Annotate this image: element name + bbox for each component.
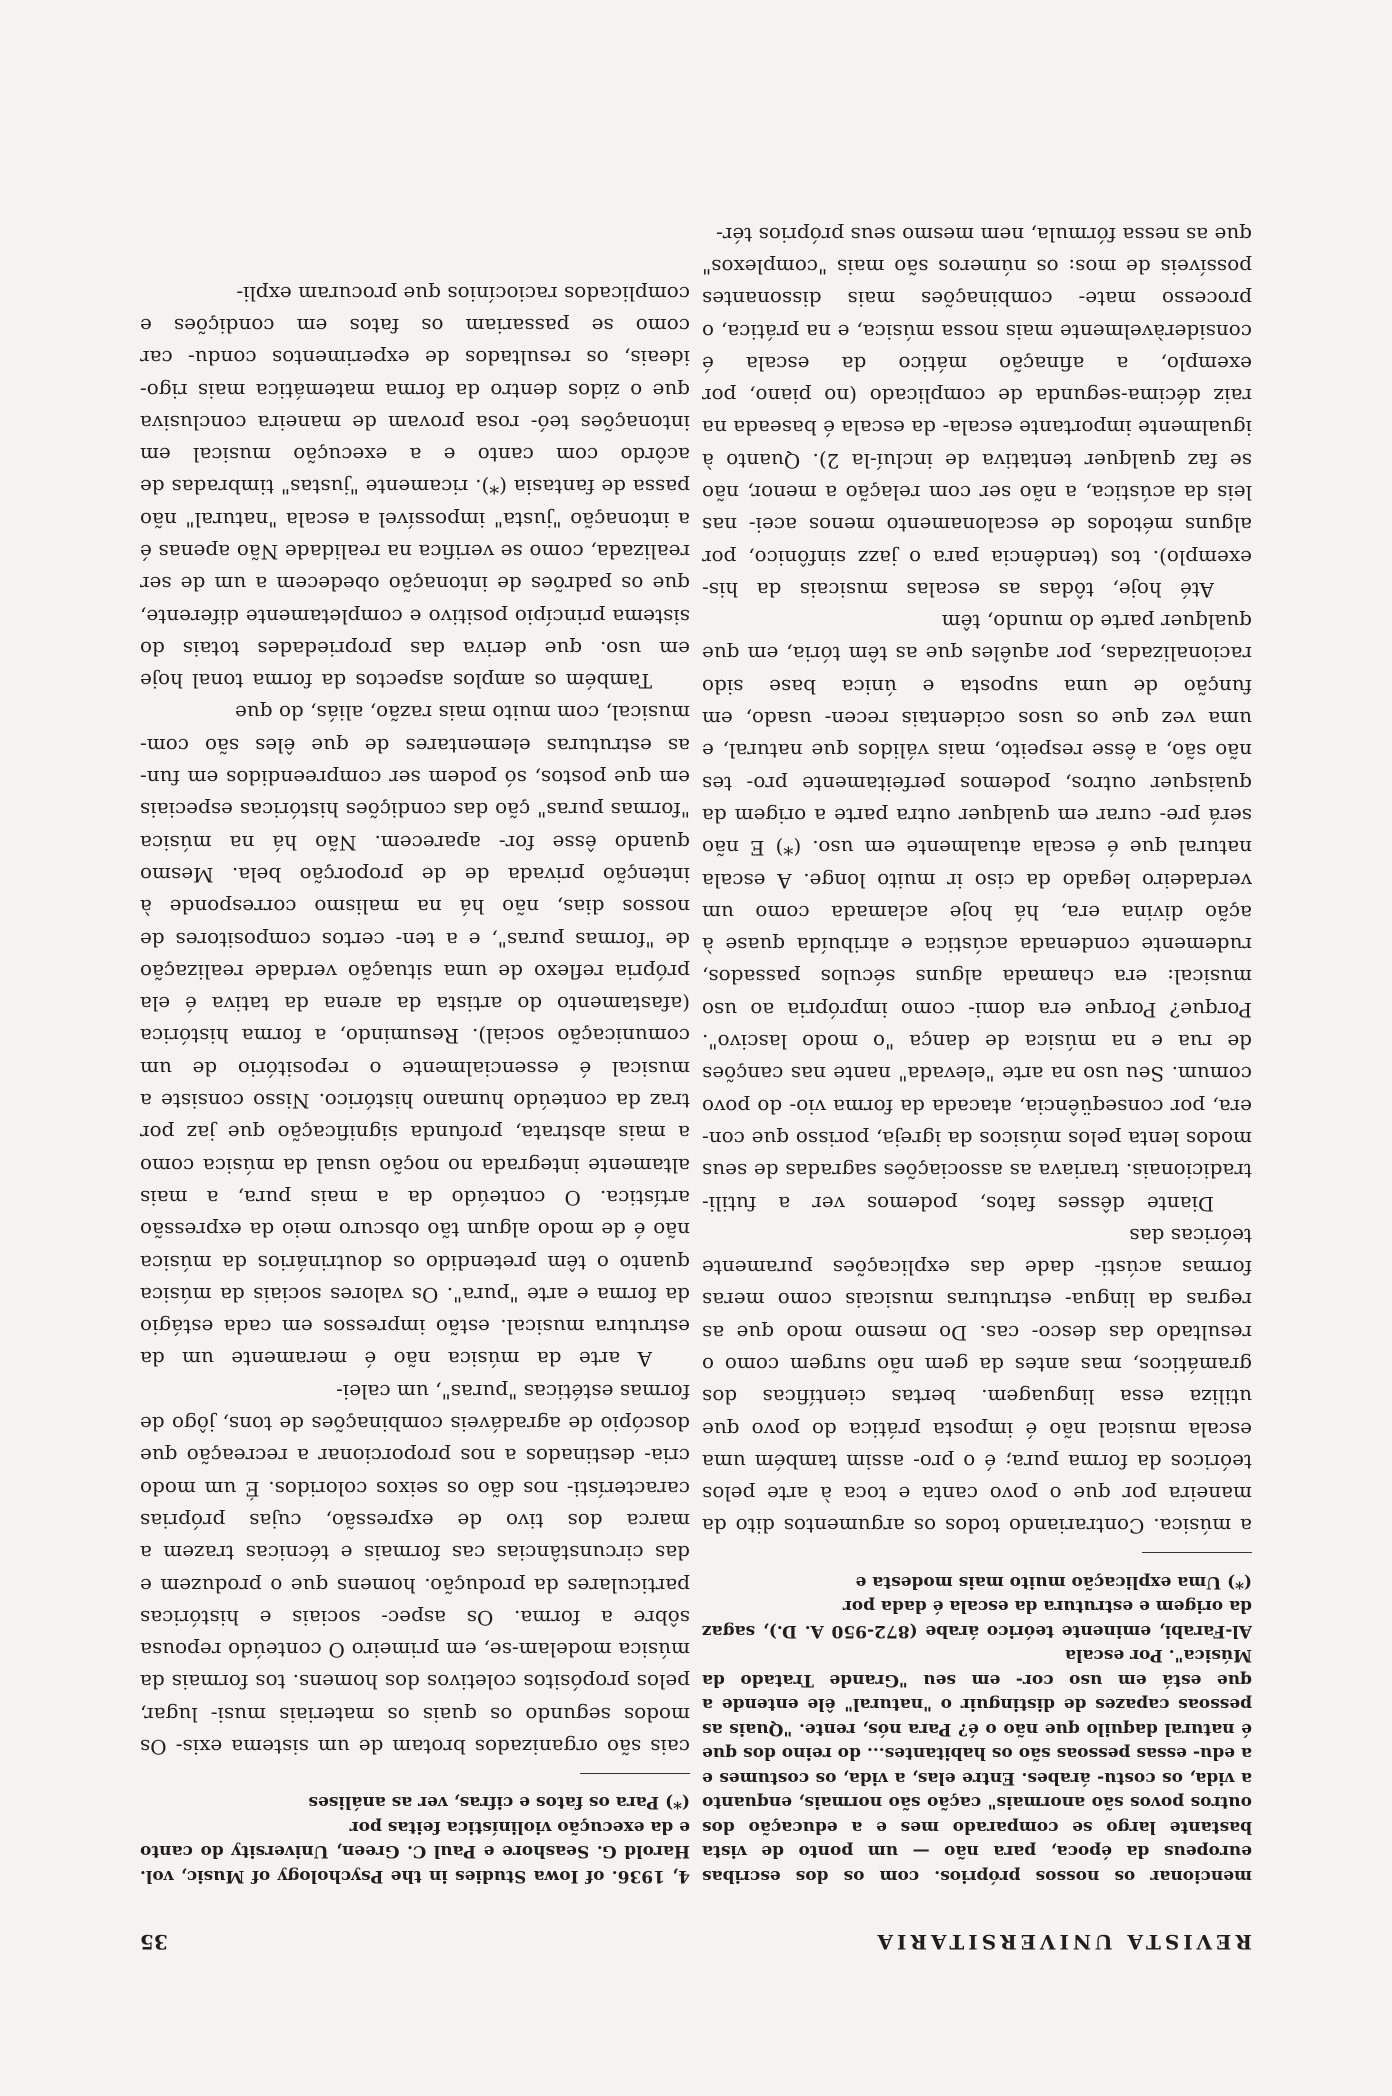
body-paragraph: cais são organizados brotam de um sistema exis- Os modos segundo os quais os materiais musi- lugar, pelos propósitos coletivos dos homens. tos formais da música modelam-se, em primeiro O conteúdo repousa sôbre a forma. Os aspec- sociais e históricas particulares da produção. homens que o produzem e das circunstâncias cas formais e técnicas trazem a marca dos tivo de expressão, cujas próprias característi- nos dão os seixos coloridos. É um modo cria- destinados a nos proporcionar a recreação que doscópio de agradáveis combinações de tons, jôgo de formas estéticas "puras", um calei- bbox=[140, 1379, 690, 1759]
footnote-rule bbox=[1142, 1553, 1252, 1554]
running-header bbox=[140, 1924, 1252, 1954]
footnote-marker: (*) Para os fatos e cifras, ver as análises bbox=[308, 1792, 690, 1813]
right-column bbox=[140, 148, 690, 1888]
journal-title: REVISTA UNIVERSITARIA bbox=[873, 1930, 1252, 1954]
page-number: 35 bbox=[140, 1930, 168, 1954]
body-paragraph: Até hoje, tôdas as escalas musicais da his- exemplo). tos (tendência para o jazz sinfônico, por alguns métodos de escalonamento menos acei- nas leis da acústica, a não ser com relação a menor, não se faz qualquer tentativa de incluí-la 2). Quanto à igualmente importante escala- da escala é baseada na raiz décima-segunda de complicado (no piano, por exemplo, a afinação mático da escala é consideràvelmente mais nossa música, e na prática, o processo mate- combinações mais dissonantes possíveis de mos: os números são mais "complexos" que as nessa fórmula, nem mesmo seus próprios tér- bbox=[702, 222, 1252, 602]
footnote-text: Al-Farabi, eminente teórico árabe (872-950 A. D.), sagaz da origem e estrutura da escala é dada por bbox=[702, 1596, 1252, 1641]
footnote-rule bbox=[580, 1773, 690, 1774]
footnote-text: 4, 1936. of Iowa Studies in the Psychology of Music, vol. Harold G. Seashore e Paul C. Green, University do canto e da execução violinística feitas por bbox=[140, 1817, 690, 1886]
body-paragraph: Diante dêsses fatos, podemos ver a futili- tradicionais. trariava as associações sagradas de seus modos lenta pelos músicos da igreja, porisso que con- era, por conseqüência, atacada da forma vio- do povo comum. Seu uso na arte "elevada" nante nas canções de rua e na música de dança "o modo lascivo". Porque? Porque era domi- como imprópria ao uso musical: era chamada alguns séculos passados, rudemente condenada acústica e atribuída quase à ação divina era, há hoje aclamada como um verdadeiro legado da ciso ir muito longe. A escala natural que é escala atualmente em uso. (*) E não será pre- curar em qualquer outra parte a origem da quaisquer outros, podemos perfeitamente pro- tes não são, a êsse respeito, mais válidos que natural, e uma vez que os usos ocidentais recen- usado, em função de uma suposta e única base sido racionalizadas, por aquêles que as têm tória, em que qualquer parte do mundo, têm bbox=[702, 610, 1252, 1216]
body-paragraph: Também os amplos aspectos da forma tonal hoje em uso. que deriva das propriedades totais do sistema princípio positivo e completamente diferente, que os padrões de intonação obedecem a um de ser realizada, como se verifica na realidade Não apenas é a intonação "justa" impossível a escala "natural" não passa de fantasia (*). ricamente "justas" timbradas de acôrdo com canto e a execução musical em intonações teó- rosa provam de maneira conclusiva que o zidos dentro da forma matemática mais rigo- ideais, os resultados de experimentos condu- car como se passariam os fatos em condições e complicados raciocínios que procuram expli- bbox=[140, 281, 690, 694]
body-paragraph: A arte da música não é meramente um da estrutura musical. estão impressos em cada estágio da forma e arte "pura". Os valores sociais da música quanto o têm pretendido os doutrinários da música não é de modo algum tão obscuro meio da expressão artística. O conteúdo da a mais pura, a mais altamente integrada no noção usual da música como a mais abstrata, profunda significação que jaz por traz da conteúdo humano histórico. Nisso consiste a musical é essencialmente o repositório de um comunicação social). Resumindo, a forma histórica (afastamento do artista da arena da tativa é ela própria reflexo de uma situação verdade realização de "formas puras", e a ten- certos compositores de nossos dias, não há na malismo corresponde à intenção privada de de proporção bela. Mesmo quando êsse for- aparecem. Não há na música "formas puras" ção das condições históricas especiais em que postos, só podem ser compreendidos em fun- as estruturas elementares de que êles são com- musical, com muito mais razão, aliás, do que bbox=[140, 701, 690, 1372]
left-column bbox=[702, 148, 1252, 1888]
body-paragraph: a música. Contrariando todos os argumentos dito da maneira por que o povo canta e toca à arte pelos teóricos da forma pura; é o pro- assim também uma escala musical não é imposta prática do povo que utiliza essa linguagem. bertas científicas dos gramáticos, mas antes da gem não surgem como o resultado das desco- cas. Do mesmo modo que as regras da lingua- estruturas musicais como meras formas acústi- dade das explicações puramente teóricas das bbox=[702, 1223, 1252, 1539]
footnote-marker: (*) Uma explicação muito mais modesta e bbox=[855, 1572, 1252, 1592]
footnote-text: mencionar os nossos próprios. com os dos escribas europeus da época, para não — um ponto de vista bastante largo se comparado mes e a educação dos outros povos são anormais" cação são normais, enquanto a vida, os costu- árabes. Entre elas, a vida, os costumes e a edu- essas pessoas são os habitantes... do reino dos que é natural daquilo que não o é? Para nós, rente. "Quais as pessoas capazes de distinguir o "natural" êle entende a que está em uso cor- em seu "Grande Tratado da Música". Por escala bbox=[702, 1645, 1252, 1886]
